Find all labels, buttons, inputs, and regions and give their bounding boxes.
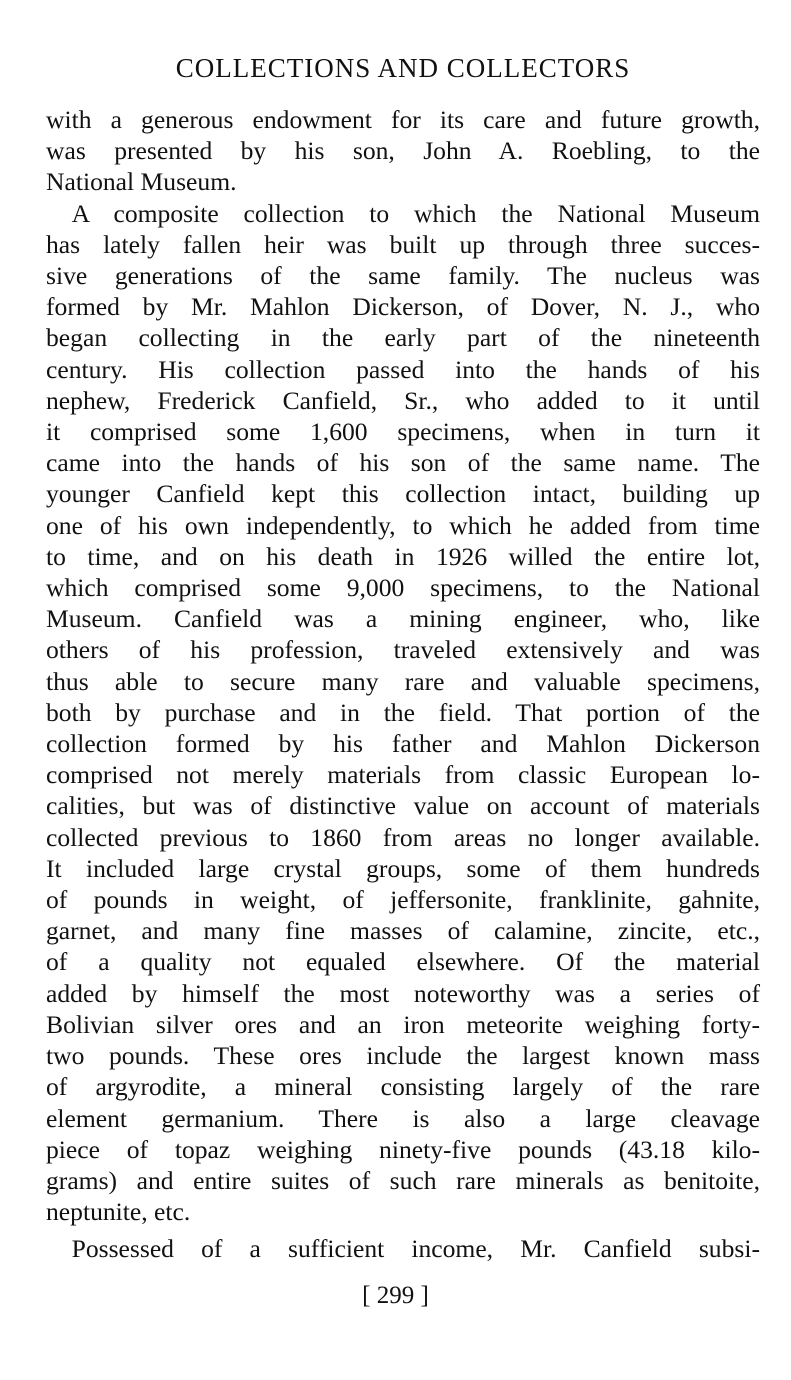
paragraph-1 xyxy=(46,104,760,198)
text-line: of pounds in weight, of jeffersonite, franklinite, gahnite, xyxy=(46,885,760,915)
text-line: of a quality not equaled elsewhere. Of the material xyxy=(46,947,760,977)
text-line: neptunite, etc. xyxy=(46,1197,191,1227)
text-line: was presented by his son, John A. Roebling, to the xyxy=(46,136,760,166)
text-line: younger Canfield kept this collection intact, building up xyxy=(46,479,760,509)
text-line: Possessed of a sufficient income, Mr. Canfield subsi- xyxy=(46,1234,760,1264)
text-line: has lately fallen heir was built up through three succes- xyxy=(46,229,760,259)
text-line: one of his own independently, to which he added from time xyxy=(46,510,760,540)
text-line: century. His collection passed into the hands of his xyxy=(46,354,760,384)
text-line: National Museum. xyxy=(46,167,237,197)
text-line: grams) and entire suites of such rare minerals as benitoite, xyxy=(46,1165,760,1195)
text-line: collection formed by his father and Mahlon Dickerson xyxy=(46,729,760,759)
text-line: both by purchase and in the field. That portion of the xyxy=(46,697,760,727)
text-line: sive generations of the same family. The nucleus was xyxy=(46,261,760,291)
text-line: formed by Mr. Mahlon Dickerson, of Dover, N. J., who xyxy=(46,292,760,322)
text-line: thus able to secure many rare and valuable specimens, xyxy=(46,666,760,696)
text-line: came into the hands of his son of the same name. The xyxy=(46,448,760,478)
text-line: element germanium. There is also a large cleavage xyxy=(46,1103,760,1133)
text-line: garnet, and many fine masses of calamine, zincite, etc., xyxy=(46,916,760,946)
text-line: Museum. Canfield was a mining engineer, who, like xyxy=(46,604,760,634)
text-line: calities, but was of distinctive value on account of materials xyxy=(46,791,760,821)
text-line: which comprised some 9,000 specimens, to the National xyxy=(46,573,760,603)
text-line: two pounds. These ores include the largest known mass xyxy=(46,1041,760,1071)
text-line: of argyrodite, a mineral consisting largely of the rare xyxy=(46,1072,760,1102)
text-line: it comprised some 1,600 specimens, when in turn it xyxy=(46,417,760,447)
text-line: collected previous to 1860 from areas no longer available. xyxy=(46,822,760,852)
text-line: with a generous endowment for its care and future growth, xyxy=(46,105,760,134)
paragraph-2 xyxy=(46,198,760,1228)
text-line: piece of topaz weighing ninety-five pounds (43.18 kilo- xyxy=(46,1134,760,1164)
text-line: nephew, Frederick Canfield, Sr., who added to it until xyxy=(46,385,760,415)
paragraph-3 xyxy=(46,1233,760,1264)
text-line: to time, and on his death in 1926 willed the entire lot, xyxy=(46,541,760,571)
text-line: comprised not merely materials from classic European lo- xyxy=(46,760,760,790)
page-body xyxy=(46,50,760,1265)
text-line: A composite collection to which the National Museum xyxy=(46,198,760,228)
text-line: began collecting in the early part of the nineteenth xyxy=(46,323,760,353)
text-line: others of his profession, traveled extensively and was xyxy=(46,635,760,665)
text-line: added by himself the most noteworthy was a series of xyxy=(46,978,760,1008)
page-number: [ 299 ] xyxy=(362,1282,429,1309)
text-line: It included large crystal groups, some of them hundreds xyxy=(46,853,760,883)
running-head: COLLECTIONS AND COLLECTORS xyxy=(175,53,631,83)
text-line: Bolivian silver ores and an iron meteorite weighing forty- xyxy=(46,1009,760,1039)
